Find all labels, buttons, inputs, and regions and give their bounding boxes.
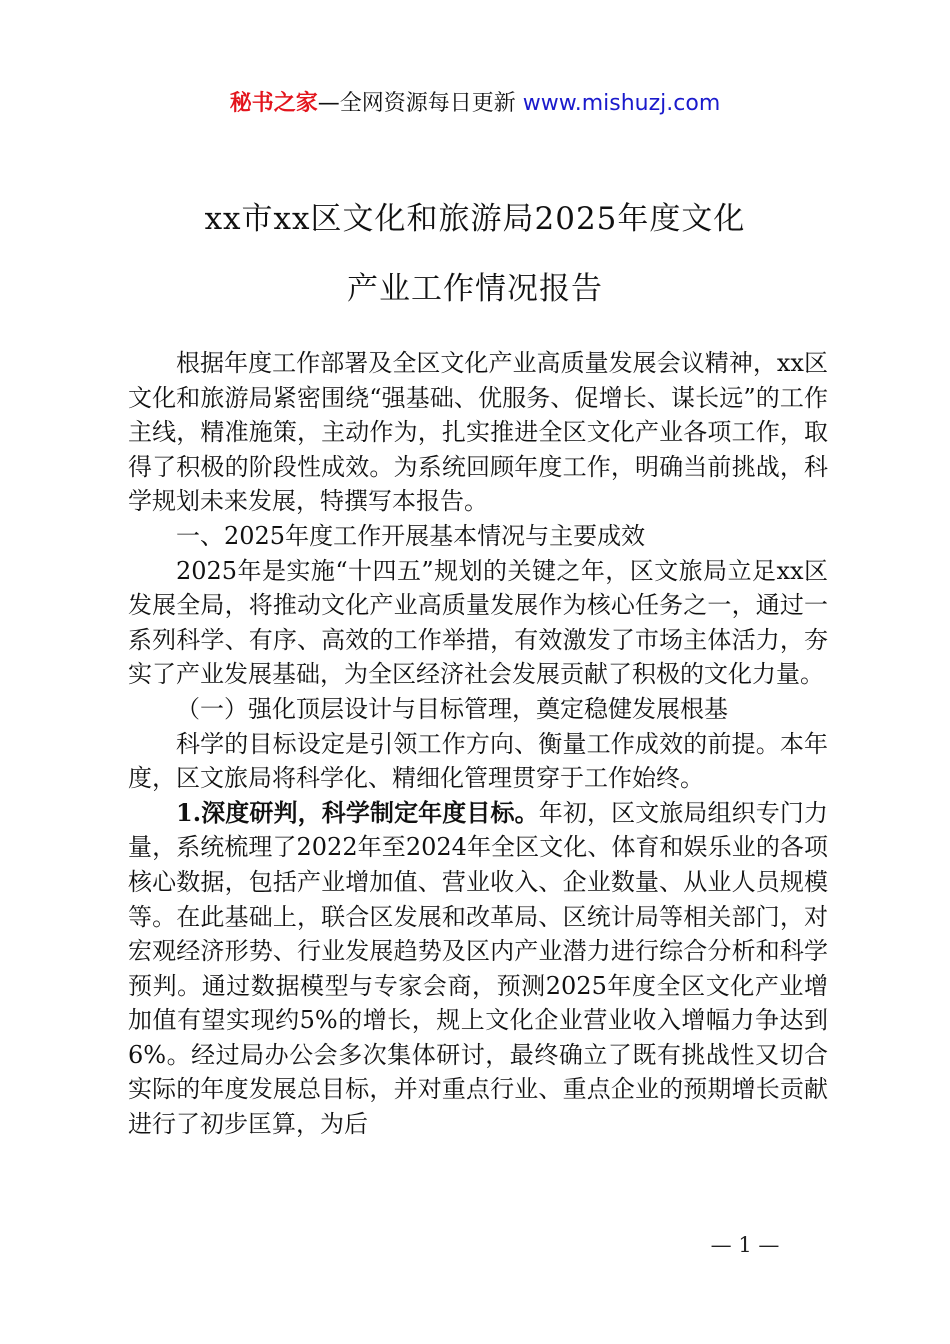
subsection-1-paragraph: 科学的目标设定是引领工作方向、衡量工作成效的前提。本年度，区文旅局将科学化、精细化管理贯穿于工作始终。 [128, 729, 828, 793]
document-body [128, 346, 828, 1142]
title-line-1: xx市xx区文化和旅游局2025年度文化 [204, 201, 746, 237]
item-1-paragraph [128, 796, 828, 1142]
site-tagline: —全网资源每日更新 [317, 91, 523, 116]
site-header [0, 86, 950, 122]
section-1-heading: 一、2025年度工作开展基本情况与主要成效 [176, 521, 646, 550]
document-title [60, 184, 890, 324]
site-url-link[interactable]: www.mishuzj.com [522, 91, 721, 116]
page-number: — 1 — [710, 1233, 780, 1257]
item-1-lead: 1.深度研判，科学制定年度目标。 [176, 797, 539, 827]
subsection-1-heading: （一）强化顶层设计与目标管理，奠定稳健发展根基 [176, 694, 728, 723]
site-brand: 秘书之家 [229, 91, 318, 116]
intro-paragraph: 根据年度工作部署及全区文化产业高质量发展会议精神，xx区文化和旅游局紧密围绕“强基础、优服务、促增长、谋长远”的工作主线，精准施策，主动作为，扎实推进全区文化产业各项工作，取得了积极的阶段性成效。为系统回顾年度工作，明确当前挑战，科学规划未来发展，特撰写本报告。 [128, 349, 828, 516]
title-line-2: 产业工作情况报告 [347, 271, 603, 307]
item-1-body: 年初，区文旅局组织专门力量，系统梳理了2022年至2024年全区文化、体育和娱乐业的各项核心数据，包括产业增加值、营业收入、企业数量、从业人员规模等。在此基础上，联合区发展和改革局、区统计局等相关部门，对宏观经济形势、行业发展趋势及区内产业潜力进行综合分析和科学预判。通过数据模型与专家会商，预测2025年度全区文化产业增加值有望实现约5%的增长，规上文化企业营业收入增幅力争达到6%。经过局办公会多次集体研讨，最终确立了既有挑战性又切合实际的年度发展总目标，并对重点行业、重点企业的预期增长贡献进行了初步匡算，为后 [128, 798, 828, 1139]
section-1-paragraph: 2025年是实施“十四五”规划的关键之年，区文旅局立足xx区发展全局，将推动文化产业高质量发展作为核心任务之一，通过一系列科学、有序、高效的工作举措，有效激发了市场主体活力，夯实了产业发展基础，为全区经济社会发展贡献了积极的文化力量。 [128, 556, 828, 689]
